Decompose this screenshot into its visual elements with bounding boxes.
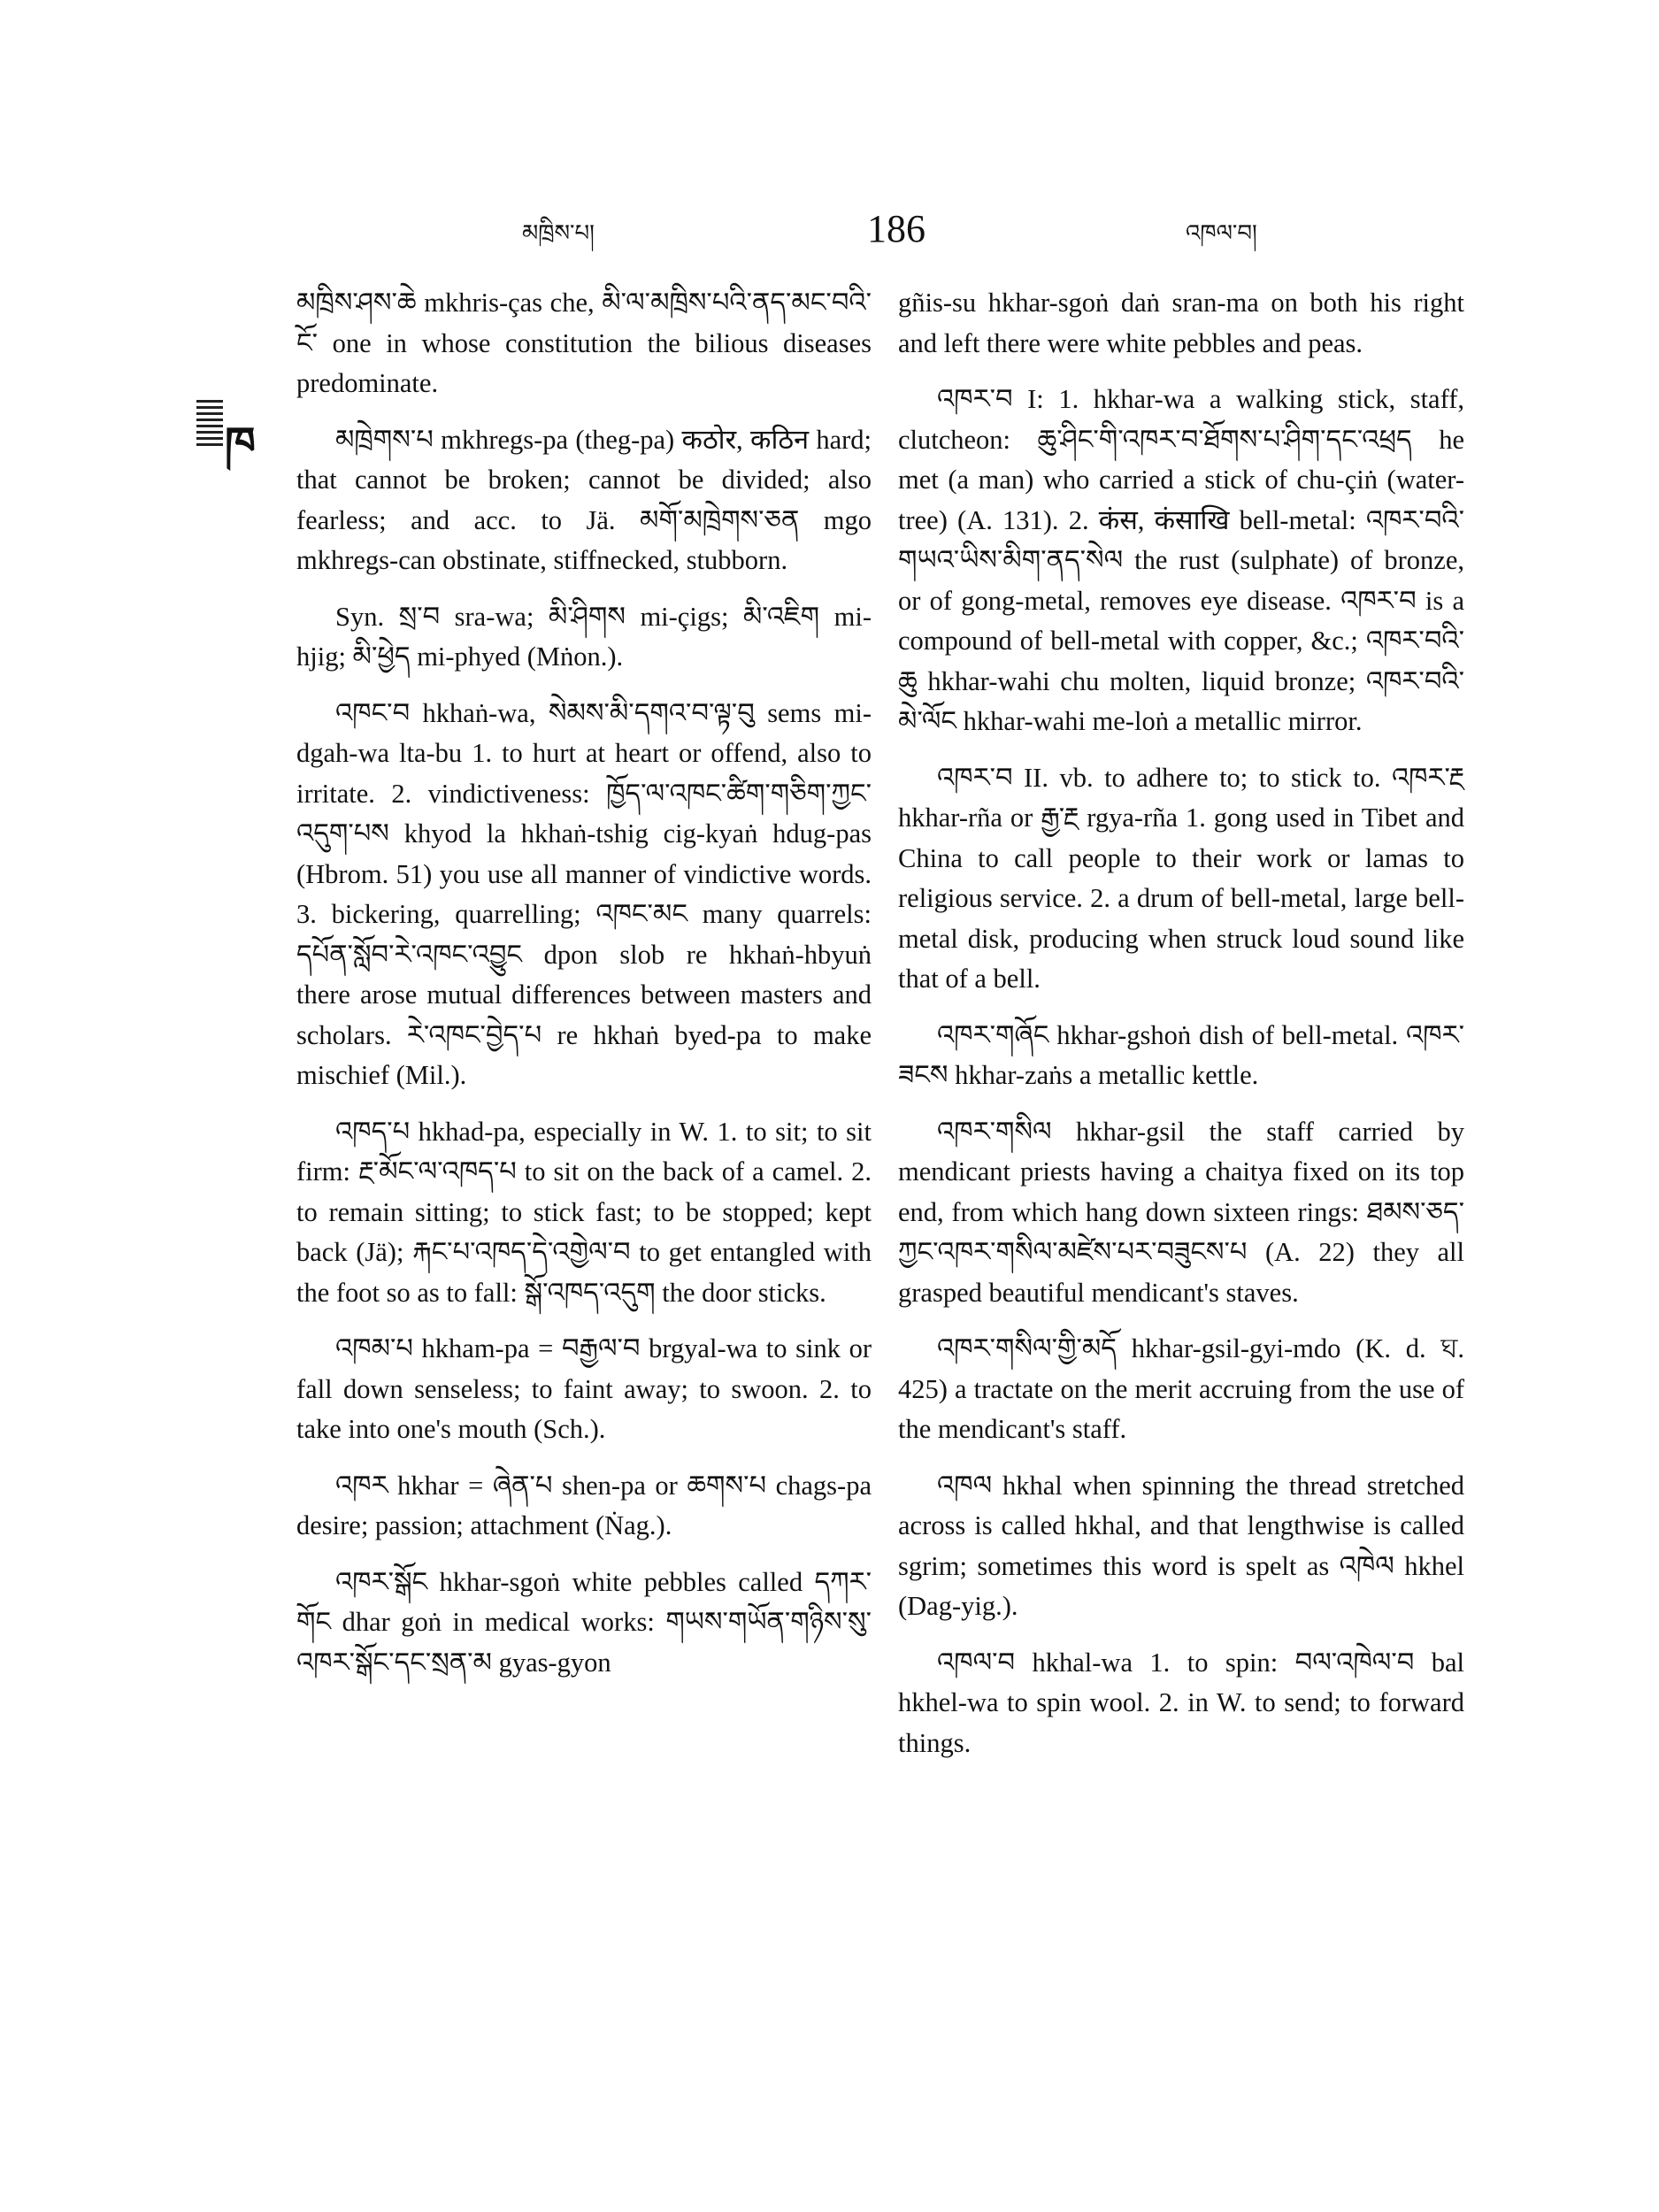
entry-hkhar-gsil: འཁར་གསིལ hkhar-gsil the staff carried by mendicant priests having a chaitya fixed on its top end, from which hang down sixteen rings: ཐམས་ཅད་ཀྱང་འཁར་གསིལ་མཛེས་པར་བཟུངས་པ (A. 22) they all grasped beautiful mendicant's staves. bbox=[898, 1116, 1464, 1308]
page-header bbox=[301, 208, 1478, 261]
entry-hkhar-gshon: འཁར་གཞོང hkhar-gshoṅ dish of bell-metal. འཁར་ཟངས hkhar-zaṅs a metallic kettle. bbox=[898, 1019, 1464, 1090]
entry-hkhal: འཁལ hkhal when spinning the thread stretched across is called hkhal, and that lengthwise is called sgrim; sometimes this word is spelt as འཁེལ hkhel (Dag-yig.). bbox=[898, 1470, 1464, 1621]
entry-hkhan-wa: འཁང་བ hkhaṅ-wa, སེམས་མི་དགའ་བ་ལྟ་བུ sems mi-dgah-wa lta-bu 1. to hurt at heart or offend, also to irritate. 2. vindictiveness: ཁྱོད་ལ་འཁང་ཚིག་གཅིག་ཀྱང་འདུག་པས khyod la hkhaṅ-tshig cig-kyaṅ hdug-pas (Hbrom. 51) you use all manner of vindictive words. 3. bickering, quarrelling; འཁང་མང many quarrels: དཔོན་སློབ་རེ་འཁང་འབྱུང dpon slob re hkhaṅ-hbyuṅ there arose mutual differences between masters and scholars. རེ་འཁང་བྱེད་པ re hkhaṅ byed-pa to make mischief (Mil.). bbox=[296, 697, 872, 1090]
entry-hkhar-wa-2: འཁར་བ II. vb. to adhere to; to stick to. འཁར་རྔ hkhar-rña or རྒྱ་རྔ rgya-rña 1. gong used in Tibet and China to call people to their work or lamas to religious service. 2. a drum of bell-metal, large bell-metal disk, producing when struck loud sound like that of a bell. bbox=[898, 762, 1464, 994]
entry-hkhad-pa: འཁད་པ hkhad-pa, especially in W. 1. to sit; to sit firm: རྔ་མོང་ལ་འཁད་པ to sit on the back of a camel. 2. to remain sitting; to stick fast; to be stopped; kept back (Jä); རྐང་པ་འཁད་དེ་འགྱེལ་བ to get entangled with the foot so as to fall: སྒོ་འཁད་འདུག the door sticks. bbox=[296, 1116, 872, 1308]
running-head-left: མཁྲིས་པ། bbox=[522, 220, 595, 247]
page-number: 186 bbox=[867, 207, 926, 250]
entry-hkhar-wa-1: འཁར་བ I: 1. hkhar-wa a walking stick, staff, clutcheon: ཆུ་ཤིང་གི་འཁར་བ་ཐོགས་པ་ཤིག་དང་འཕྲད he met (a man) who carried a stick of chu-çiṅ (water-tree) (A. 131). 2. कंस, कंसाखि bell-metal: འཁར་བའི་གཡའ་ཡིས་མིག་ནད་སེལ the rust (sulphate) of bronze, or of gong-metal, removes eye disease. འཁར་བ is a compound of bell-metal with copper, &c.; འཁར་བའི་ཆུ hkhar-wahi chu molten, liquid bronze; འཁར་བའི་མེ་ལོང hkhar-wahi me-loṅ a metallic mirror. bbox=[898, 384, 1464, 736]
thumb-index-letter: ཁ bbox=[225, 418, 256, 469]
entry-hkhar-gsil-gyi-mdo: འཁར་གསིལ་གྱི་མདོ hkhar-gsil-gyi-mdo (K. d. ঘ. 425) a tractate on the merit accruing from the use of the mendicant's staff. bbox=[898, 1333, 1464, 1444]
thumb-index-lines bbox=[196, 400, 223, 449]
entry-hkham-pa: འཁམ་པ hkham-pa = བརྒྱལ་བ brgyal-wa to sink or fall down senseless; to faint away; to swoon. 2. to take into one's mouth (Sch.). bbox=[296, 1333, 872, 1444]
left-column bbox=[296, 283, 872, 1699]
right-column bbox=[898, 283, 1464, 1779]
thumb-index-tab bbox=[196, 400, 264, 469]
entry-hkhar: འཁར hkhar = ཞེན་པ shen-pa or ཆགས་པ chags-pa desire; passion; attachment (Ṅag.). bbox=[296, 1470, 872, 1540]
running-head-right: འཁལ་བ། bbox=[1186, 220, 1257, 247]
entry-mkhregs-pa: མཁྲེགས་པ mkhregs-pa (theg-pa) कठोर, कठिन hard; that cannot be broken; cannot be divided; also fearless; and acc. to Jä. མགོ་མཁྲེགས་ཅན mgo mkhregs-can obstinate, stiffnecked, stubborn. bbox=[296, 424, 872, 575]
entry-hkhar-sgon-cont: gñis-su hkhar-sgoṅ daṅ sran-ma on both his right and left there were white pebbles and peas. bbox=[898, 288, 1464, 358]
entry-synonyms: Syn. སྲ་བ sra-wa; མི་ཤིགས mi-çigs; མི་འཇིག mi-hjig; མི་ཕྱེད mi-phyed (Mṅon.). bbox=[296, 601, 872, 672]
entry-mkhris-cas: མཁྲིས་ཤས་ཆེ mkhris-ças che, མི་ལ་མཁྲིས་པའི་ནད་མང་བའི་ངོ་ one in whose constitution the bilious diseases predominate. bbox=[296, 288, 872, 398]
entry-hkhal-wa: འཁལ་བ hkhal-wa 1. to spin: བལ་འཁེལ་བ bal hkhel-wa to spin wool. 2. in W. to send; to forward things. bbox=[898, 1647, 1464, 1758]
entry-hkhar-sgon: འཁར་སྒོང hkhar-sgoṅ white pebbles called དཀར་གོང dhar goṅ in medical works: གཡས་གཡོན་གཉིས་སུ་འཁར་སྒོང་དང་སྲན་མ gyas-gyon bbox=[296, 1566, 872, 1678]
